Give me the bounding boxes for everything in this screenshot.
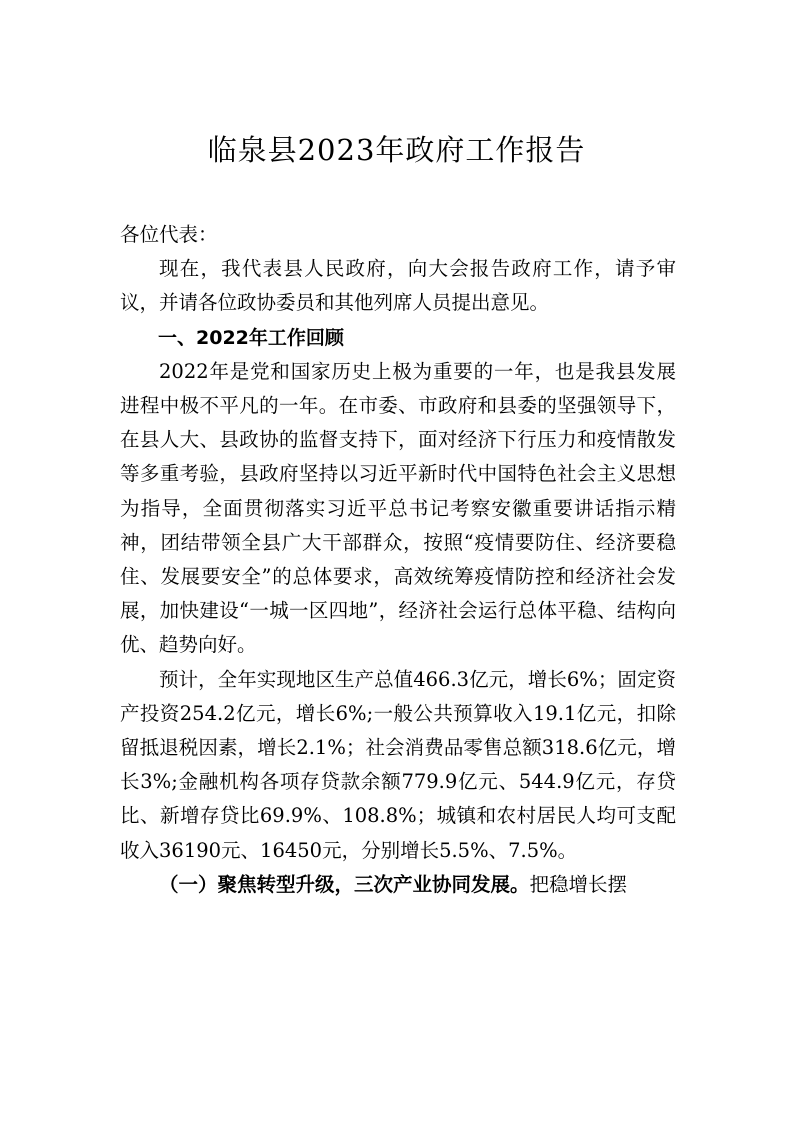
subsection-paragraph	[120, 868, 676, 902]
subsection-heading: （一）聚焦转型升级，三次产业协同发展。	[159, 872, 530, 896]
opening-paragraph: 现在，我代表县人民政府，向大会报告政府工作，请予审议，并请各位政协委员和其他列席人员提出意见。	[120, 257, 676, 315]
document-body	[120, 218, 676, 902]
review-paragraph: 2022年是党和国家历史上极为重要的一年，也是我县发展进程中极不平凡的一年。在市委、市政府和县委的坚强领导下，在县人大、县政协的监督支持下，面对经济下行压力和疫情散发等多重考验，县政府坚持以习近平新时代中国特色社会主义思想为指导，全面贯彻落实习近平总书记考察安徽重要讲话指示精神，团结带领全县广大干部群众，按照“疫情要防住、经济要稳住、发展要安全”的总体要求，高效统筹疫情防控和经济社会发展，加快建设“一城一区四地”，经济社会运行总体平稳、结构向优、趋势向好。	[120, 359, 676, 657]
section-heading: 一、2022年工作回顾	[158, 326, 344, 349]
statistics-paragraph: 预计，全年实现地区生产总值466.3亿元，增长6%；固定资产投资254.2亿元，增长6%;一般公共预算收入19.1亿元，扣除留抵退税因素，增长2.1%；社会消费品零售总额318.6亿元，增长3%;金融机构各项存贷款余额779.9亿元、544.9亿元，存贷比、新增存贷比69.9%、108.8%；城镇和农村居民人均可支配收入36190元、16450元，分别增长5.5%、7.5%。	[120, 667, 676, 862]
document-title: 临泉县2023年政府工作报告	[207, 133, 586, 167]
subsection-text: 把稳增长摆	[529, 872, 628, 896]
salutation: 各位代表：	[120, 223, 218, 246]
